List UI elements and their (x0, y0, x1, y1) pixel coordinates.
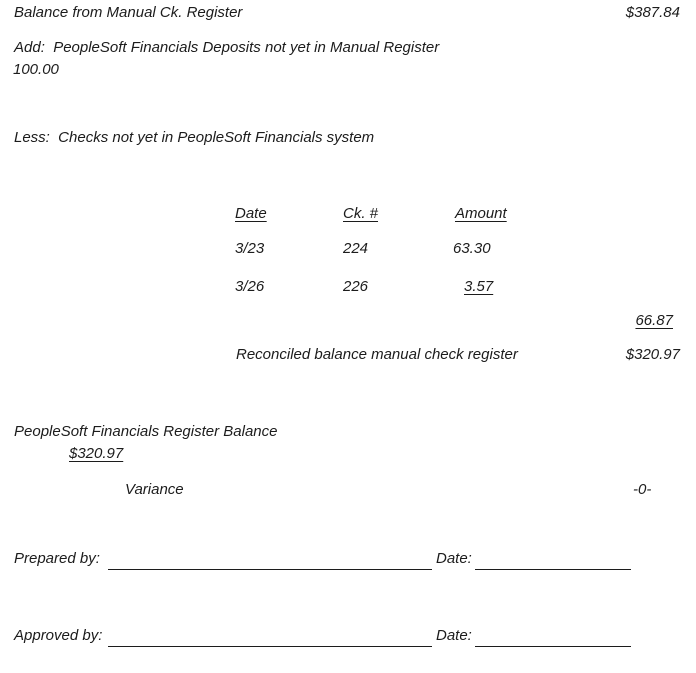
balance-amount: $387.84 (625, 4, 680, 21)
check-number: 224 (343, 240, 369, 257)
add-amount: 100.00 (13, 61, 59, 78)
prepared-date-line (475, 569, 631, 570)
less-checks-line: Less: Checks not yet in PeopleSoft Financials system (14, 129, 375, 146)
approved-by-signature-line (108, 646, 432, 647)
col-header-ck-no: Ck. # (343, 205, 379, 222)
variance-label: Variance (125, 481, 184, 498)
check-date: 3/23 (235, 240, 265, 257)
check-amount: 3.57 (464, 278, 494, 295)
check-date: 3/26 (235, 278, 265, 295)
check-number: 226 (343, 278, 369, 295)
prepared-date-label: Date: (436, 550, 472, 567)
approved-date-label: Date: (436, 627, 472, 644)
approved-by-label: Approved by: (14, 627, 103, 644)
checks-total: 66.87 (635, 312, 673, 329)
approved-date-line (475, 646, 631, 647)
peoplesoft-balance-label: PeopleSoft Financials Register Balance (14, 423, 278, 440)
peoplesoft-balance-amount: $320.97 (69, 445, 124, 462)
prepared-by-label: Prepared by: (14, 550, 100, 567)
reconciled-amount: $320.97 (625, 346, 680, 363)
col-header-date: Date (235, 205, 267, 222)
prepared-by-signature-line (108, 569, 432, 570)
col-header-amount: Amount (455, 205, 507, 222)
check-amount: 63.30 (453, 240, 491, 257)
balance-label: Balance from Manual Ck. Register (14, 4, 243, 21)
add-deposits-line: Add: PeopleSoft Financials Deposits not yet in Manual Register (14, 39, 440, 56)
reconciled-label: Reconciled balance manual check register (236, 346, 518, 363)
variance-amount: -0- (633, 481, 652, 498)
